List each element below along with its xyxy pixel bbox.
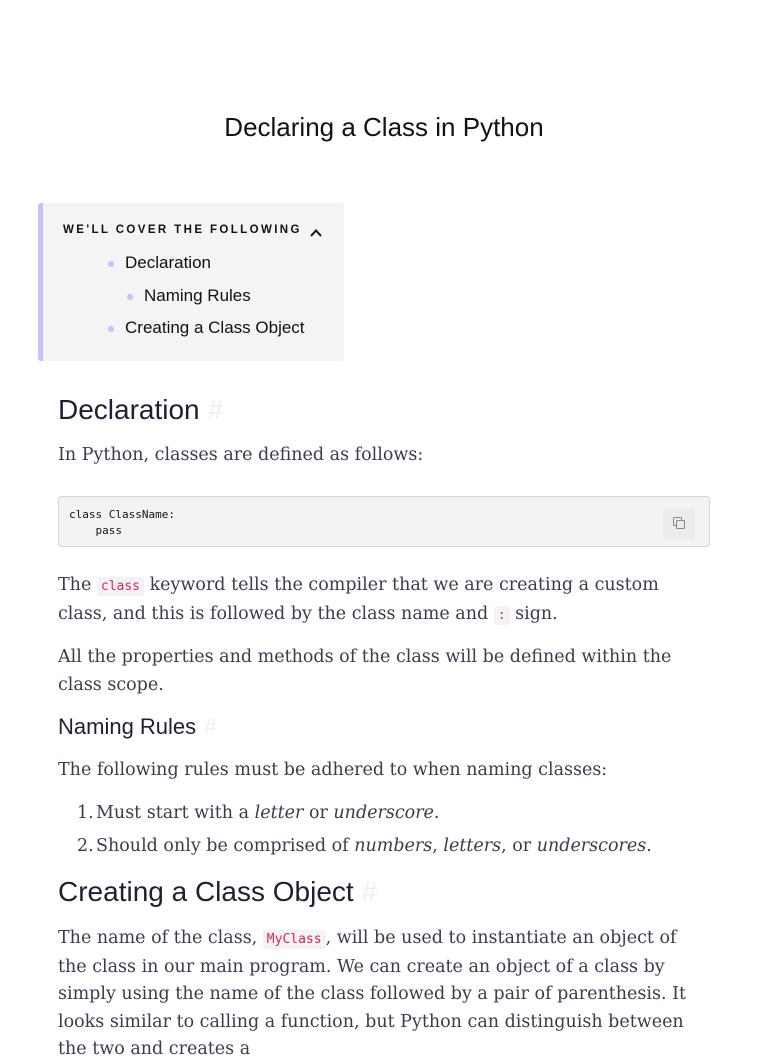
text: sign. — [509, 603, 558, 624]
inline-code: class — [97, 577, 144, 596]
text: , or — [501, 835, 537, 856]
bullet-icon — [127, 294, 133, 300]
text: The — [58, 575, 97, 595]
list-item — [77, 800, 710, 833]
list-number: 1. — [77, 803, 94, 823]
text: , will be used to instantiate an object of the class in our main program. We can create an object of a class by simply using the name of the class followed by a pair of parenthesis. It looks similar to calling a function, but Python can distinguish between the two and creates a — [58, 928, 687, 1059]
toc-header[interactable] — [63, 224, 322, 236]
toc-item-naming-rules[interactable] — [144, 286, 251, 306]
emphasis: underscores — [536, 835, 647, 856]
bullet-icon — [108, 326, 114, 332]
creating-object-paragraph — [58, 925, 710, 1064]
toc-title: WE'LL COVER THE FOLLOWING — [63, 224, 302, 236]
text: , — [432, 835, 444, 856]
bullet-icon — [108, 261, 114, 267]
text: The name of the class, — [58, 928, 263, 948]
emphasis: numbers — [354, 835, 433, 856]
table-of-contents — [38, 203, 344, 361]
list-number: 2. — [77, 835, 94, 856]
heading-text: Declaration — [58, 394, 200, 425]
creating-object-heading — [58, 876, 377, 908]
list-item — [77, 833, 710, 861]
naming-rules-list — [77, 800, 710, 860]
page-title: Declaring a Class in Python — [224, 112, 544, 142]
inline-code: : — [494, 606, 510, 625]
text: . — [433, 803, 440, 823]
copy-button[interactable] — [663, 509, 695, 539]
toc-item-declaration[interactable] — [125, 253, 211, 273]
emphasis: letter — [254, 803, 304, 823]
inline-code: MyClass — [263, 930, 326, 949]
heading-text: Creating a Class Object — [58, 876, 354, 907]
text: or — [303, 803, 334, 823]
declaration-intro: In Python, classes are defined as follows: — [58, 445, 424, 465]
toc-item-label[interactable]: Naming Rules — [144, 286, 251, 305]
copy-icon — [672, 515, 686, 534]
chevron-up-icon[interactable] — [310, 225, 322, 235]
code-block — [58, 496, 710, 547]
text: . — [646, 835, 652, 856]
code-content: class ClassName: pass — [69, 508, 175, 537]
text: Should only be comprised of — [96, 835, 355, 856]
anchor-link[interactable]: # — [361, 876, 378, 907]
toc-item-creating-object[interactable] — [125, 318, 305, 338]
declaration-heading — [58, 394, 223, 426]
emphasis: underscore — [333, 803, 434, 823]
emphasis: letters — [443, 835, 502, 856]
scope-paragraph: All the properties and methods of the class will be defined within the class scope. — [58, 647, 672, 695]
heading-text: Naming Rules — [58, 714, 197, 739]
text: keyword tells the compiler that we are creating a custom class, and this is followed by the class name and — [58, 575, 659, 624]
anchor-link[interactable]: # — [204, 714, 217, 739]
toc-item-label[interactable]: Creating a Class Object — [125, 318, 305, 337]
anchor-link[interactable]: # — [207, 394, 224, 425]
toc-item-label[interactable]: Declaration — [125, 253, 211, 272]
class-keyword-paragraph — [58, 572, 710, 629]
naming-rules-intro: The following rules must be adhered to when naming classes: — [58, 760, 608, 780]
naming-rules-heading — [58, 714, 216, 740]
text: Must start with a — [96, 803, 255, 823]
